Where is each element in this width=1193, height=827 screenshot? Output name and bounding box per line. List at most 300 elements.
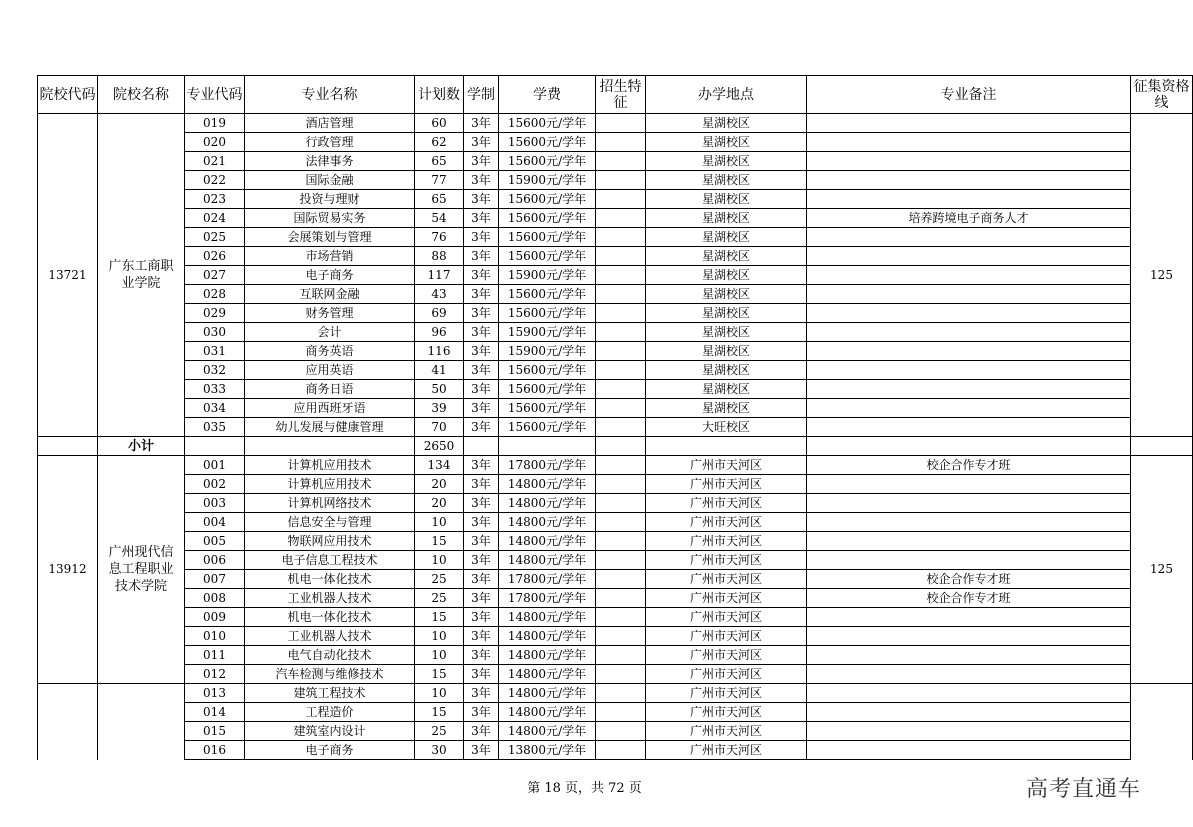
feature-cell: [596, 380, 646, 399]
years-cell: 3年: [464, 665, 499, 684]
feature-cell: [596, 646, 646, 665]
note-cell: [807, 133, 1131, 152]
major-code-cell: 008: [185, 589, 245, 608]
admissions-table-container: [37, 75, 1190, 757]
years-cell: 3年: [464, 456, 499, 475]
note-cell: [807, 475, 1131, 494]
table-row: [38, 456, 1193, 475]
note-cell: [807, 741, 1131, 760]
plan-cell: 25: [415, 589, 464, 608]
table-row: [38, 627, 1193, 646]
major-code-cell: 007: [185, 570, 245, 589]
location-cell: 广州市天河区: [646, 475, 807, 494]
note-cell: [807, 399, 1131, 418]
fee-cell: 14800元/学年: [499, 665, 596, 684]
plan-cell: 43: [415, 285, 464, 304]
score-cell: 125: [1131, 456, 1193, 684]
years-cell: 3年: [464, 209, 499, 228]
subtotal-blank-cell: [464, 437, 499, 456]
header-score: 征集资格线: [1131, 76, 1193, 114]
note-cell: [807, 646, 1131, 665]
table-row: [38, 665, 1193, 684]
major-name-cell: 市场营销: [245, 247, 415, 266]
location-cell: 大旺校区: [646, 418, 807, 437]
major-code-cell: 030: [185, 323, 245, 342]
location-cell: 星湖校区: [646, 228, 807, 247]
years-cell: 3年: [464, 494, 499, 513]
major-name-cell: 建筑工程技术: [245, 684, 415, 703]
major-name-cell: 工业机器人技术: [245, 589, 415, 608]
location-cell: 星湖校区: [646, 285, 807, 304]
major-code-cell: 022: [185, 171, 245, 190]
table-body: [38, 114, 1193, 760]
major-name-cell: 会计: [245, 323, 415, 342]
major-code-cell: 019: [185, 114, 245, 133]
major-name-cell: 电子商务: [245, 266, 415, 285]
table-row: [38, 551, 1193, 570]
feature-cell: [596, 513, 646, 532]
table-row: [38, 171, 1193, 190]
plan-cell: 10: [415, 646, 464, 665]
location-cell: 广州市天河区: [646, 551, 807, 570]
major-name-cell: 电子商务: [245, 741, 415, 760]
table-row: [38, 608, 1193, 627]
major-name-cell: 应用西班牙语: [245, 399, 415, 418]
note-cell: [807, 342, 1131, 361]
years-cell: 3年: [464, 532, 499, 551]
note-cell: [807, 703, 1131, 722]
note-cell: [807, 228, 1131, 247]
fee-cell: 13800元/学年: [499, 741, 596, 760]
subtotal-blank-cell: [596, 437, 646, 456]
table-row: [38, 475, 1193, 494]
location-cell: 星湖校区: [646, 133, 807, 152]
school-code-cell: [38, 684, 98, 760]
major-name-cell: 机电一体化技术: [245, 608, 415, 627]
feature-cell: [596, 589, 646, 608]
years-cell: 3年: [464, 342, 499, 361]
table-row: [38, 247, 1193, 266]
major-code-cell: 014: [185, 703, 245, 722]
feature-cell: [596, 494, 646, 513]
major-name-cell: 建筑室内设计: [245, 722, 415, 741]
header-years: 学制: [464, 76, 499, 114]
table-row: [38, 190, 1193, 209]
subtotal-blank-cell: [185, 437, 245, 456]
table-row: [38, 266, 1193, 285]
plan-cell: 54: [415, 209, 464, 228]
header-major-code: 专业代码: [185, 76, 245, 114]
plan-cell: 76: [415, 228, 464, 247]
plan-cell: 15: [415, 703, 464, 722]
fee-cell: 15600元/学年: [499, 285, 596, 304]
plan-cell: 41: [415, 361, 464, 380]
plan-cell: 88: [415, 247, 464, 266]
table-row: [38, 152, 1193, 171]
fee-cell: 15600元/学年: [499, 209, 596, 228]
table-row: [38, 494, 1193, 513]
feature-cell: [596, 399, 646, 418]
plan-cell: 65: [415, 152, 464, 171]
table-row: [38, 133, 1193, 152]
location-cell: 星湖校区: [646, 152, 807, 171]
table-row: [38, 646, 1193, 665]
header-plan: 计划数: [415, 76, 464, 114]
fee-cell: 15600元/学年: [499, 418, 596, 437]
note-cell: [807, 684, 1131, 703]
fee-cell: 15900元/学年: [499, 323, 596, 342]
feature-cell: [596, 190, 646, 209]
major-name-cell: 工程造价: [245, 703, 415, 722]
note-cell: [807, 171, 1131, 190]
major-name-cell: 计算机应用技术: [245, 475, 415, 494]
plan-cell: 15: [415, 608, 464, 627]
feature-cell: [596, 532, 646, 551]
table-row: [38, 380, 1193, 399]
note-cell: [807, 418, 1131, 437]
years-cell: 3年: [464, 418, 499, 437]
feature-cell: [596, 684, 646, 703]
table-row: [38, 114, 1193, 133]
fee-cell: 15600元/学年: [499, 228, 596, 247]
school-name-cell: 广州现代信息工程职业技术学院: [98, 456, 185, 684]
fee-cell: 14800元/学年: [499, 513, 596, 532]
plan-cell: 70: [415, 418, 464, 437]
feature-cell: [596, 475, 646, 494]
location-cell: 广州市天河区: [646, 646, 807, 665]
years-cell: 3年: [464, 722, 499, 741]
fee-cell: 14800元/学年: [499, 646, 596, 665]
note-cell: [807, 247, 1131, 266]
plan-cell: 117: [415, 266, 464, 285]
plan-cell: 10: [415, 627, 464, 646]
fee-cell: 14800元/学年: [499, 475, 596, 494]
major-code-cell: 020: [185, 133, 245, 152]
plan-cell: 15: [415, 532, 464, 551]
years-cell: 3年: [464, 171, 499, 190]
note-cell: 校企合作专才班: [807, 589, 1131, 608]
plan-cell: 30: [415, 741, 464, 760]
feature-cell: [596, 570, 646, 589]
major-code-cell: 025: [185, 228, 245, 247]
major-name-cell: 物联网应用技术: [245, 532, 415, 551]
location-cell: 广州市天河区: [646, 722, 807, 741]
plan-cell: 10: [415, 551, 464, 570]
major-code-cell: 028: [185, 285, 245, 304]
header-school-name: 院校名称: [98, 76, 185, 114]
note-cell: 校企合作专才班: [807, 570, 1131, 589]
location-cell: 星湖校区: [646, 380, 807, 399]
table-row: [38, 513, 1193, 532]
major-code-cell: 010: [185, 627, 245, 646]
table-row: [38, 741, 1193, 760]
table-row: [38, 684, 1193, 703]
years-cell: 3年: [464, 589, 499, 608]
location-cell: 广州市天河区: [646, 627, 807, 646]
feature-cell: [596, 209, 646, 228]
major-name-cell: 计算机应用技术: [245, 456, 415, 475]
feature-cell: [596, 456, 646, 475]
subtotal-blank-cell: [38, 437, 98, 456]
note-cell: [807, 722, 1131, 741]
fee-cell: 14800元/学年: [499, 608, 596, 627]
school-code-cell: 13912: [38, 456, 98, 684]
plan-cell: 10: [415, 513, 464, 532]
note-cell: [807, 513, 1131, 532]
header-location: 办学地点: [646, 76, 807, 114]
table-row: [38, 722, 1193, 741]
plan-cell: 96: [415, 323, 464, 342]
admissions-table: [37, 75, 1193, 760]
major-code-cell: 003: [185, 494, 245, 513]
location-cell: 星湖校区: [646, 266, 807, 285]
note-cell: [807, 266, 1131, 285]
location-cell: 广州市天河区: [646, 532, 807, 551]
feature-cell: [596, 722, 646, 741]
note-cell: [807, 551, 1131, 570]
feature-cell: [596, 152, 646, 171]
major-code-cell: 024: [185, 209, 245, 228]
years-cell: 3年: [464, 304, 499, 323]
note-cell: [807, 627, 1131, 646]
years-cell: 3年: [464, 285, 499, 304]
table-row: [38, 570, 1193, 589]
years-cell: 3年: [464, 570, 499, 589]
page-footer: 第 18 页，共 72 页: [527, 781, 642, 796]
plan-cell: 69: [415, 304, 464, 323]
fee-cell: 15600元/学年: [499, 380, 596, 399]
school-name-cell: [98, 684, 185, 760]
years-cell: 3年: [464, 551, 499, 570]
feature-cell: [596, 171, 646, 190]
table-row: [38, 228, 1193, 247]
note-cell: [807, 114, 1131, 133]
major-code-cell: 012: [185, 665, 245, 684]
years-cell: 3年: [464, 513, 499, 532]
plan-cell: 116: [415, 342, 464, 361]
plan-cell: 39: [415, 399, 464, 418]
plan-cell: 65: [415, 190, 464, 209]
major-name-cell: 互联网金融: [245, 285, 415, 304]
plan-cell: 50: [415, 380, 464, 399]
plan-cell: 60: [415, 114, 464, 133]
plan-cell: 15: [415, 665, 464, 684]
years-cell: 3年: [464, 266, 499, 285]
plan-cell: 25: [415, 570, 464, 589]
note-cell: [807, 190, 1131, 209]
feature-cell: [596, 703, 646, 722]
fee-cell: 15900元/学年: [499, 342, 596, 361]
major-code-cell: 001: [185, 456, 245, 475]
header-fee: 学费: [499, 76, 596, 114]
subtotal-blank-cell: [807, 437, 1131, 456]
header-major-name: 专业名称: [245, 76, 415, 114]
major-code-cell: 004: [185, 513, 245, 532]
feature-cell: [596, 627, 646, 646]
location-cell: 广州市天河区: [646, 684, 807, 703]
major-code-cell: 016: [185, 741, 245, 760]
major-code-cell: 027: [185, 266, 245, 285]
note-cell: [807, 380, 1131, 399]
location-cell: 星湖校区: [646, 342, 807, 361]
major-name-cell: 机电一体化技术: [245, 570, 415, 589]
feature-cell: [596, 133, 646, 152]
location-cell: 星湖校区: [646, 247, 807, 266]
fee-cell: 15600元/学年: [499, 247, 596, 266]
major-name-cell: 国际贸易实务: [245, 209, 415, 228]
major-name-cell: 投资与理财: [245, 190, 415, 209]
location-cell: 广州市天河区: [646, 456, 807, 475]
years-cell: 3年: [464, 399, 499, 418]
fee-cell: 17800元/学年: [499, 456, 596, 475]
years-cell: 3年: [464, 741, 499, 760]
fee-cell: 15600元/学年: [499, 304, 596, 323]
fee-cell: 14800元/学年: [499, 494, 596, 513]
fee-cell: 15900元/学年: [499, 266, 596, 285]
note-cell: [807, 532, 1131, 551]
note-cell: [807, 152, 1131, 171]
table-row: [38, 342, 1193, 361]
years-cell: 3年: [464, 475, 499, 494]
major-code-cell: 035: [185, 418, 245, 437]
plan-cell: 134: [415, 456, 464, 475]
years-cell: 3年: [464, 703, 499, 722]
major-code-cell: 002: [185, 475, 245, 494]
fee-cell: 15600元/学年: [499, 114, 596, 133]
location-cell: 星湖校区: [646, 304, 807, 323]
location-cell: 广州市天河区: [646, 665, 807, 684]
feature-cell: [596, 551, 646, 570]
major-code-cell: 015: [185, 722, 245, 741]
feature-cell: [596, 114, 646, 133]
years-cell: 3年: [464, 608, 499, 627]
subtotal-row: [38, 437, 1193, 456]
score-cell: [1131, 684, 1193, 760]
fee-cell: 15600元/学年: [499, 152, 596, 171]
subtotal-plan: 2650: [415, 437, 464, 456]
plan-cell: 10: [415, 684, 464, 703]
note-cell: 培养跨境电子商务人才: [807, 209, 1131, 228]
major-code-cell: 006: [185, 551, 245, 570]
location-cell: 广州市天河区: [646, 608, 807, 627]
location-cell: 广州市天河区: [646, 703, 807, 722]
major-code-cell: 032: [185, 361, 245, 380]
years-cell: 3年: [464, 228, 499, 247]
table-row: [38, 304, 1193, 323]
table-row: [38, 418, 1193, 437]
feature-cell: [596, 418, 646, 437]
note-cell: [807, 285, 1131, 304]
major-name-cell: 幼儿发展与健康管理: [245, 418, 415, 437]
major-name-cell: 商务英语: [245, 342, 415, 361]
fee-cell: 14800元/学年: [499, 722, 596, 741]
feature-cell: [596, 323, 646, 342]
feature-cell: [596, 285, 646, 304]
subtotal-blank-cell: [499, 437, 596, 456]
table-row: [38, 589, 1193, 608]
subtotal-blank-cell: [245, 437, 415, 456]
table-row: [38, 209, 1193, 228]
major-code-cell: 011: [185, 646, 245, 665]
location-cell: 广州市天河区: [646, 513, 807, 532]
major-name-cell: 信息安全与管理: [245, 513, 415, 532]
major-code-cell: 005: [185, 532, 245, 551]
feature-cell: [596, 741, 646, 760]
major-name-cell: 国际金融: [245, 171, 415, 190]
feature-cell: [596, 304, 646, 323]
table-row: [38, 285, 1193, 304]
school-code-cell: 13721: [38, 114, 98, 437]
fee-cell: 17800元/学年: [499, 570, 596, 589]
location-cell: 星湖校区: [646, 171, 807, 190]
major-name-cell: 工业机器人技术: [245, 627, 415, 646]
plan-cell: 20: [415, 494, 464, 513]
header-school-code: 院校代码: [38, 76, 98, 114]
plan-cell: 77: [415, 171, 464, 190]
major-code-cell: 013: [185, 684, 245, 703]
years-cell: 3年: [464, 684, 499, 703]
fee-cell: 14800元/学年: [499, 684, 596, 703]
table-row: [38, 323, 1193, 342]
major-code-cell: 021: [185, 152, 245, 171]
fee-cell: 14800元/学年: [499, 551, 596, 570]
major-name-cell: 计算机网络技术: [245, 494, 415, 513]
location-cell: 星湖校区: [646, 190, 807, 209]
table-row: [38, 703, 1193, 722]
feature-cell: [596, 266, 646, 285]
subtotal-label: 小计: [98, 437, 185, 456]
fee-cell: 15900元/学年: [499, 171, 596, 190]
table-row: [38, 361, 1193, 380]
location-cell: 广州市天河区: [646, 741, 807, 760]
note-cell: [807, 361, 1131, 380]
years-cell: 3年: [464, 133, 499, 152]
location-cell: 广州市天河区: [646, 570, 807, 589]
plan-cell: 25: [415, 722, 464, 741]
feature-cell: [596, 608, 646, 627]
fee-cell: 17800元/学年: [499, 589, 596, 608]
feature-cell: [596, 665, 646, 684]
major-code-cell: 033: [185, 380, 245, 399]
years-cell: 3年: [464, 152, 499, 171]
location-cell: 星湖校区: [646, 323, 807, 342]
table-row: [38, 399, 1193, 418]
major-code-cell: 034: [185, 399, 245, 418]
major-code-cell: 009: [185, 608, 245, 627]
years-cell: 3年: [464, 627, 499, 646]
header-row: [38, 76, 1193, 114]
major-name-cell: 商务日语: [245, 380, 415, 399]
major-name-cell: 汽车检测与维修技术: [245, 665, 415, 684]
fee-cell: 14800元/学年: [499, 627, 596, 646]
feature-cell: [596, 342, 646, 361]
header-note: 专业备注: [807, 76, 1131, 114]
years-cell: 3年: [464, 247, 499, 266]
major-code-cell: 031: [185, 342, 245, 361]
major-code-cell: 026: [185, 247, 245, 266]
years-cell: 3年: [464, 323, 499, 342]
location-cell: 星湖校区: [646, 361, 807, 380]
note-cell: [807, 323, 1131, 342]
major-name-cell: 酒店管理: [245, 114, 415, 133]
header-feature: 招生特征: [596, 76, 646, 114]
feature-cell: [596, 228, 646, 247]
location-cell: 星湖校区: [646, 114, 807, 133]
years-cell: 3年: [464, 646, 499, 665]
fee-cell: 15600元/学年: [499, 361, 596, 380]
feature-cell: [596, 361, 646, 380]
major-name-cell: 法律事务: [245, 152, 415, 171]
